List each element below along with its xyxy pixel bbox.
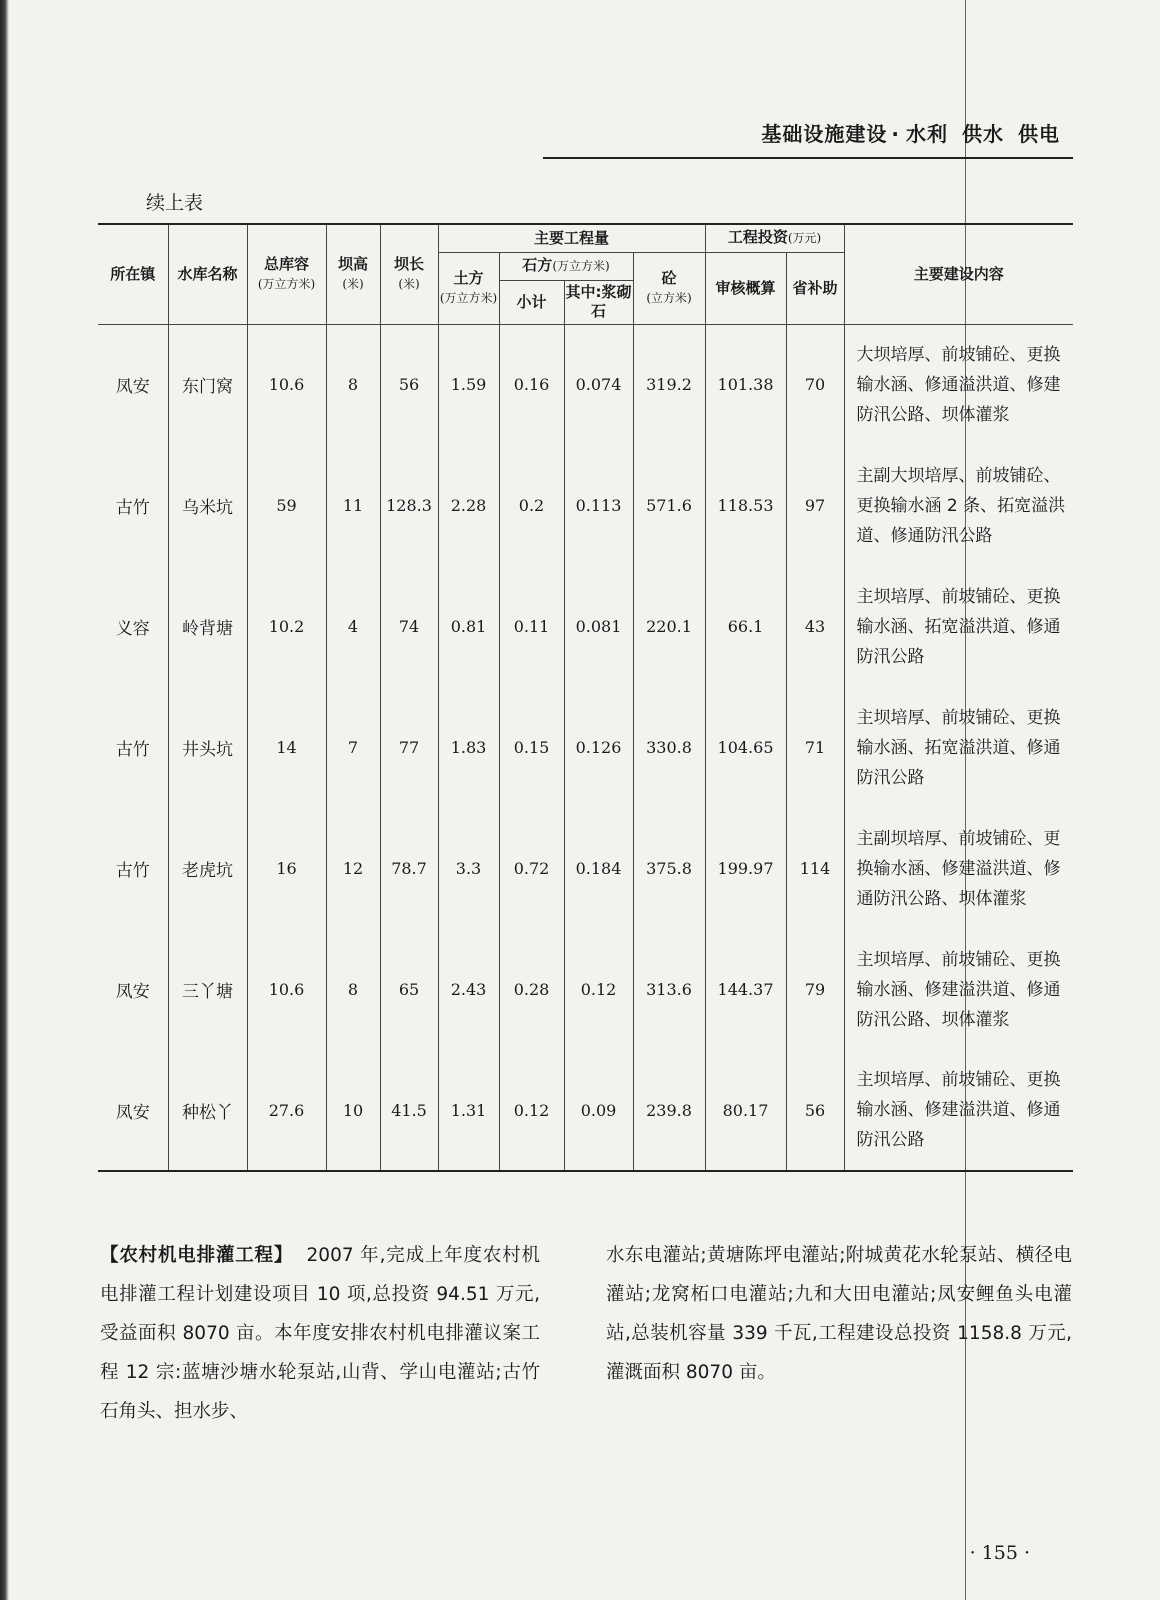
cell-content: 主副坝培厚、前坡铺砼、更换输水涵、修建溢洪道、修通防汛公路、坝体灌浆 [844, 808, 1073, 929]
article-left-column [100, 1236, 540, 1431]
cell-approved: 66.1 [705, 566, 786, 687]
cell-approved: 80.17 [705, 1050, 786, 1171]
cell-length: 128.3 [380, 445, 438, 566]
cell-height: 11 [326, 445, 380, 566]
head-reservoir: 水库名称 [168, 224, 247, 324]
cell-content: 主副大坝培厚、前坡铺砼、更换输水涵 2 条、拓宽溢洪道、修通防汛公路 [844, 445, 1073, 566]
cell-concrete: 319.2 [633, 324, 705, 445]
cell-length: 74 [380, 566, 438, 687]
cell-approved: 118.53 [705, 445, 786, 566]
cell-capacity: 10.6 [247, 324, 326, 445]
cell-capacity: 59 [247, 445, 326, 566]
cell-masonry: 0.074 [564, 324, 633, 445]
cell-content: 主坝培厚、前坡铺砼、更换输水涵、拓宽溢洪道、修通防汛公路 [844, 687, 1073, 808]
cell-name: 井头坑 [168, 687, 247, 808]
table-row [98, 445, 1073, 566]
cell-stone: 0.15 [499, 687, 564, 808]
cell-height: 4 [326, 566, 380, 687]
cell-earth: 0.81 [438, 566, 499, 687]
cell-approved: 101.38 [705, 324, 786, 445]
cell-concrete: 313.6 [633, 929, 705, 1050]
cell-length: 78.7 [380, 808, 438, 929]
cell-earth: 3.3 [438, 808, 499, 929]
cell-earth: 1.31 [438, 1050, 499, 1171]
cell-masonry: 0.126 [564, 687, 633, 808]
head-concrete: 砼 (立方米) [633, 252, 705, 324]
cell-capacity: 14 [247, 687, 326, 808]
head-provincial: 省补助 [786, 252, 844, 324]
cell-town: 古竹 [98, 445, 168, 566]
cell-subsidy: 56 [786, 1050, 844, 1171]
cell-subsidy: 43 [786, 566, 844, 687]
cell-masonry: 0.113 [564, 445, 633, 566]
article-left-text: 2007 年,完成上年度农村机电排灌工程计划建设项目 10 项,总投资 94.51 万元,受益面积 8070 亩。本年度安排农村机电排灌议案工程 12 宗:蓝塘沙塘水轮泵站,山背、学山电灌站;古竹石角头、担水步、 [100, 1245, 540, 1422]
header-sub-supply: 供水 [962, 122, 1004, 146]
header-rule [543, 157, 1073, 159]
cell-content: 主坝培厚、前坡铺砼、更换输水涵、修建溢洪道、修通防汛公路 [844, 1050, 1073, 1171]
header-sub-water: 水利 [906, 122, 948, 146]
cell-stone: 0.11 [499, 566, 564, 687]
cell-subsidy: 70 [786, 324, 844, 445]
cell-length: 65 [380, 929, 438, 1050]
cell-concrete: 571.6 [633, 445, 705, 566]
cell-content: 主坝培厚、前坡铺砼、更换输水涵、修建溢洪道、修通防汛公路、坝体灌浆 [844, 929, 1073, 1050]
cell-capacity: 10.6 [247, 929, 326, 1050]
head-stone-subtotal: 小计 [499, 280, 564, 324]
cell-earth: 1.59 [438, 324, 499, 445]
cell-town: 凤安 [98, 929, 168, 1050]
cell-masonry: 0.184 [564, 808, 633, 929]
cell-approved: 104.65 [705, 687, 786, 808]
head-content: 主要建设内容 [844, 224, 1073, 324]
cell-earth: 2.43 [438, 929, 499, 1050]
cell-height: 10 [326, 1050, 380, 1171]
cell-capacity: 10.2 [247, 566, 326, 687]
cell-name: 种松丫 [168, 1050, 247, 1171]
cell-subsidy: 114 [786, 808, 844, 929]
cell-approved: 144.37 [705, 929, 786, 1050]
cell-earth: 2.28 [438, 445, 499, 566]
cell-content: 主坝培厚、前坡铺砼、更换输水涵、拓宽溢洪道、修通防汛公路 [844, 566, 1073, 687]
continued-label: 续上表 [146, 192, 204, 214]
table-row [98, 1050, 1073, 1171]
cell-name: 岭背塘 [168, 566, 247, 687]
cell-capacity: 27.6 [247, 1050, 326, 1171]
head-town: 所在镇 [98, 224, 168, 324]
table-row [98, 324, 1073, 445]
cell-name: 乌米坑 [168, 445, 247, 566]
head-dam-length: 坝长 (米) [380, 224, 438, 324]
cell-concrete: 220.1 [633, 566, 705, 687]
cell-concrete: 239.8 [633, 1050, 705, 1171]
cell-stone: 0.72 [499, 808, 564, 929]
head-investment: 工程投资(万元) [705, 224, 844, 252]
article-title: 【农村机电排灌工程】 [100, 1245, 294, 1266]
cell-town: 义容 [98, 566, 168, 687]
cell-town: 凤安 [98, 324, 168, 445]
head-stone: 石方(万立方米) [499, 252, 633, 280]
cell-length: 56 [380, 324, 438, 445]
article-right-column: 水东电灌站;黄塘陈坪电灌站;附城黄花水轮泵站、横径电灌站;龙窝柘口电灌站;九和大田电灌站;凤安鲤鱼头电灌站,总装机容量 339 千瓦,工程建设总投资 1158.8 万元,灌溉面积 8070 亩。 [606, 1245, 1072, 1383]
cell-stone: 0.16 [499, 324, 564, 445]
cell-subsidy: 97 [786, 445, 844, 566]
head-main-works: 主要工程量 [438, 224, 705, 252]
cell-town: 古竹 [98, 687, 168, 808]
table-row [98, 808, 1073, 929]
head-approved: 审核概算 [705, 252, 786, 324]
reservoir-table [98, 223, 1073, 1172]
cell-content: 大坝培厚、前坡铺砼、更换输水涵、修通溢洪道、修建防汛公路、坝体灌浆 [844, 324, 1073, 445]
head-stone-masonry: 其中:浆砌石 [564, 280, 633, 324]
cell-height: 12 [326, 808, 380, 929]
running-header [761, 118, 1060, 147]
table-row [98, 687, 1073, 808]
page-number: · 155 · [969, 1542, 1030, 1564]
table-row [98, 929, 1073, 1050]
cell-name: 东门窝 [168, 324, 247, 445]
head-dam-height: 坝高 (米) [326, 224, 380, 324]
cell-length: 77 [380, 687, 438, 808]
table-row [98, 566, 1073, 687]
cell-stone: 0.2 [499, 445, 564, 566]
header-sub-power: 供电 [1018, 122, 1060, 146]
cell-masonry: 0.12 [564, 929, 633, 1050]
cell-concrete: 375.8 [633, 808, 705, 929]
cell-masonry: 0.081 [564, 566, 633, 687]
header-title: 基础设施建设 [761, 122, 888, 146]
cell-capacity: 16 [247, 808, 326, 929]
cell-concrete: 330.8 [633, 687, 705, 808]
cell-earth: 1.83 [438, 687, 499, 808]
cell-masonry: 0.09 [564, 1050, 633, 1171]
cell-height: 7 [326, 687, 380, 808]
cell-subsidy: 71 [786, 687, 844, 808]
cell-height: 8 [326, 324, 380, 445]
head-earth: 土方 (万立方米) [438, 252, 499, 324]
cell-name: 三丫塘 [168, 929, 247, 1050]
cell-stone: 0.28 [499, 929, 564, 1050]
header-separator: · [891, 122, 900, 146]
scan-edge-shadow [0, 0, 9, 1600]
cell-stone: 0.12 [499, 1050, 564, 1171]
cell-height: 8 [326, 929, 380, 1050]
cell-name: 老虎坑 [168, 808, 247, 929]
cell-approved: 199.97 [705, 808, 786, 929]
cell-town: 古竹 [98, 808, 168, 929]
head-capacity: 总库容 (万立方米) [247, 224, 326, 324]
cell-subsidy: 79 [786, 929, 844, 1050]
cell-length: 41.5 [380, 1050, 438, 1171]
cell-town: 凤安 [98, 1050, 168, 1171]
